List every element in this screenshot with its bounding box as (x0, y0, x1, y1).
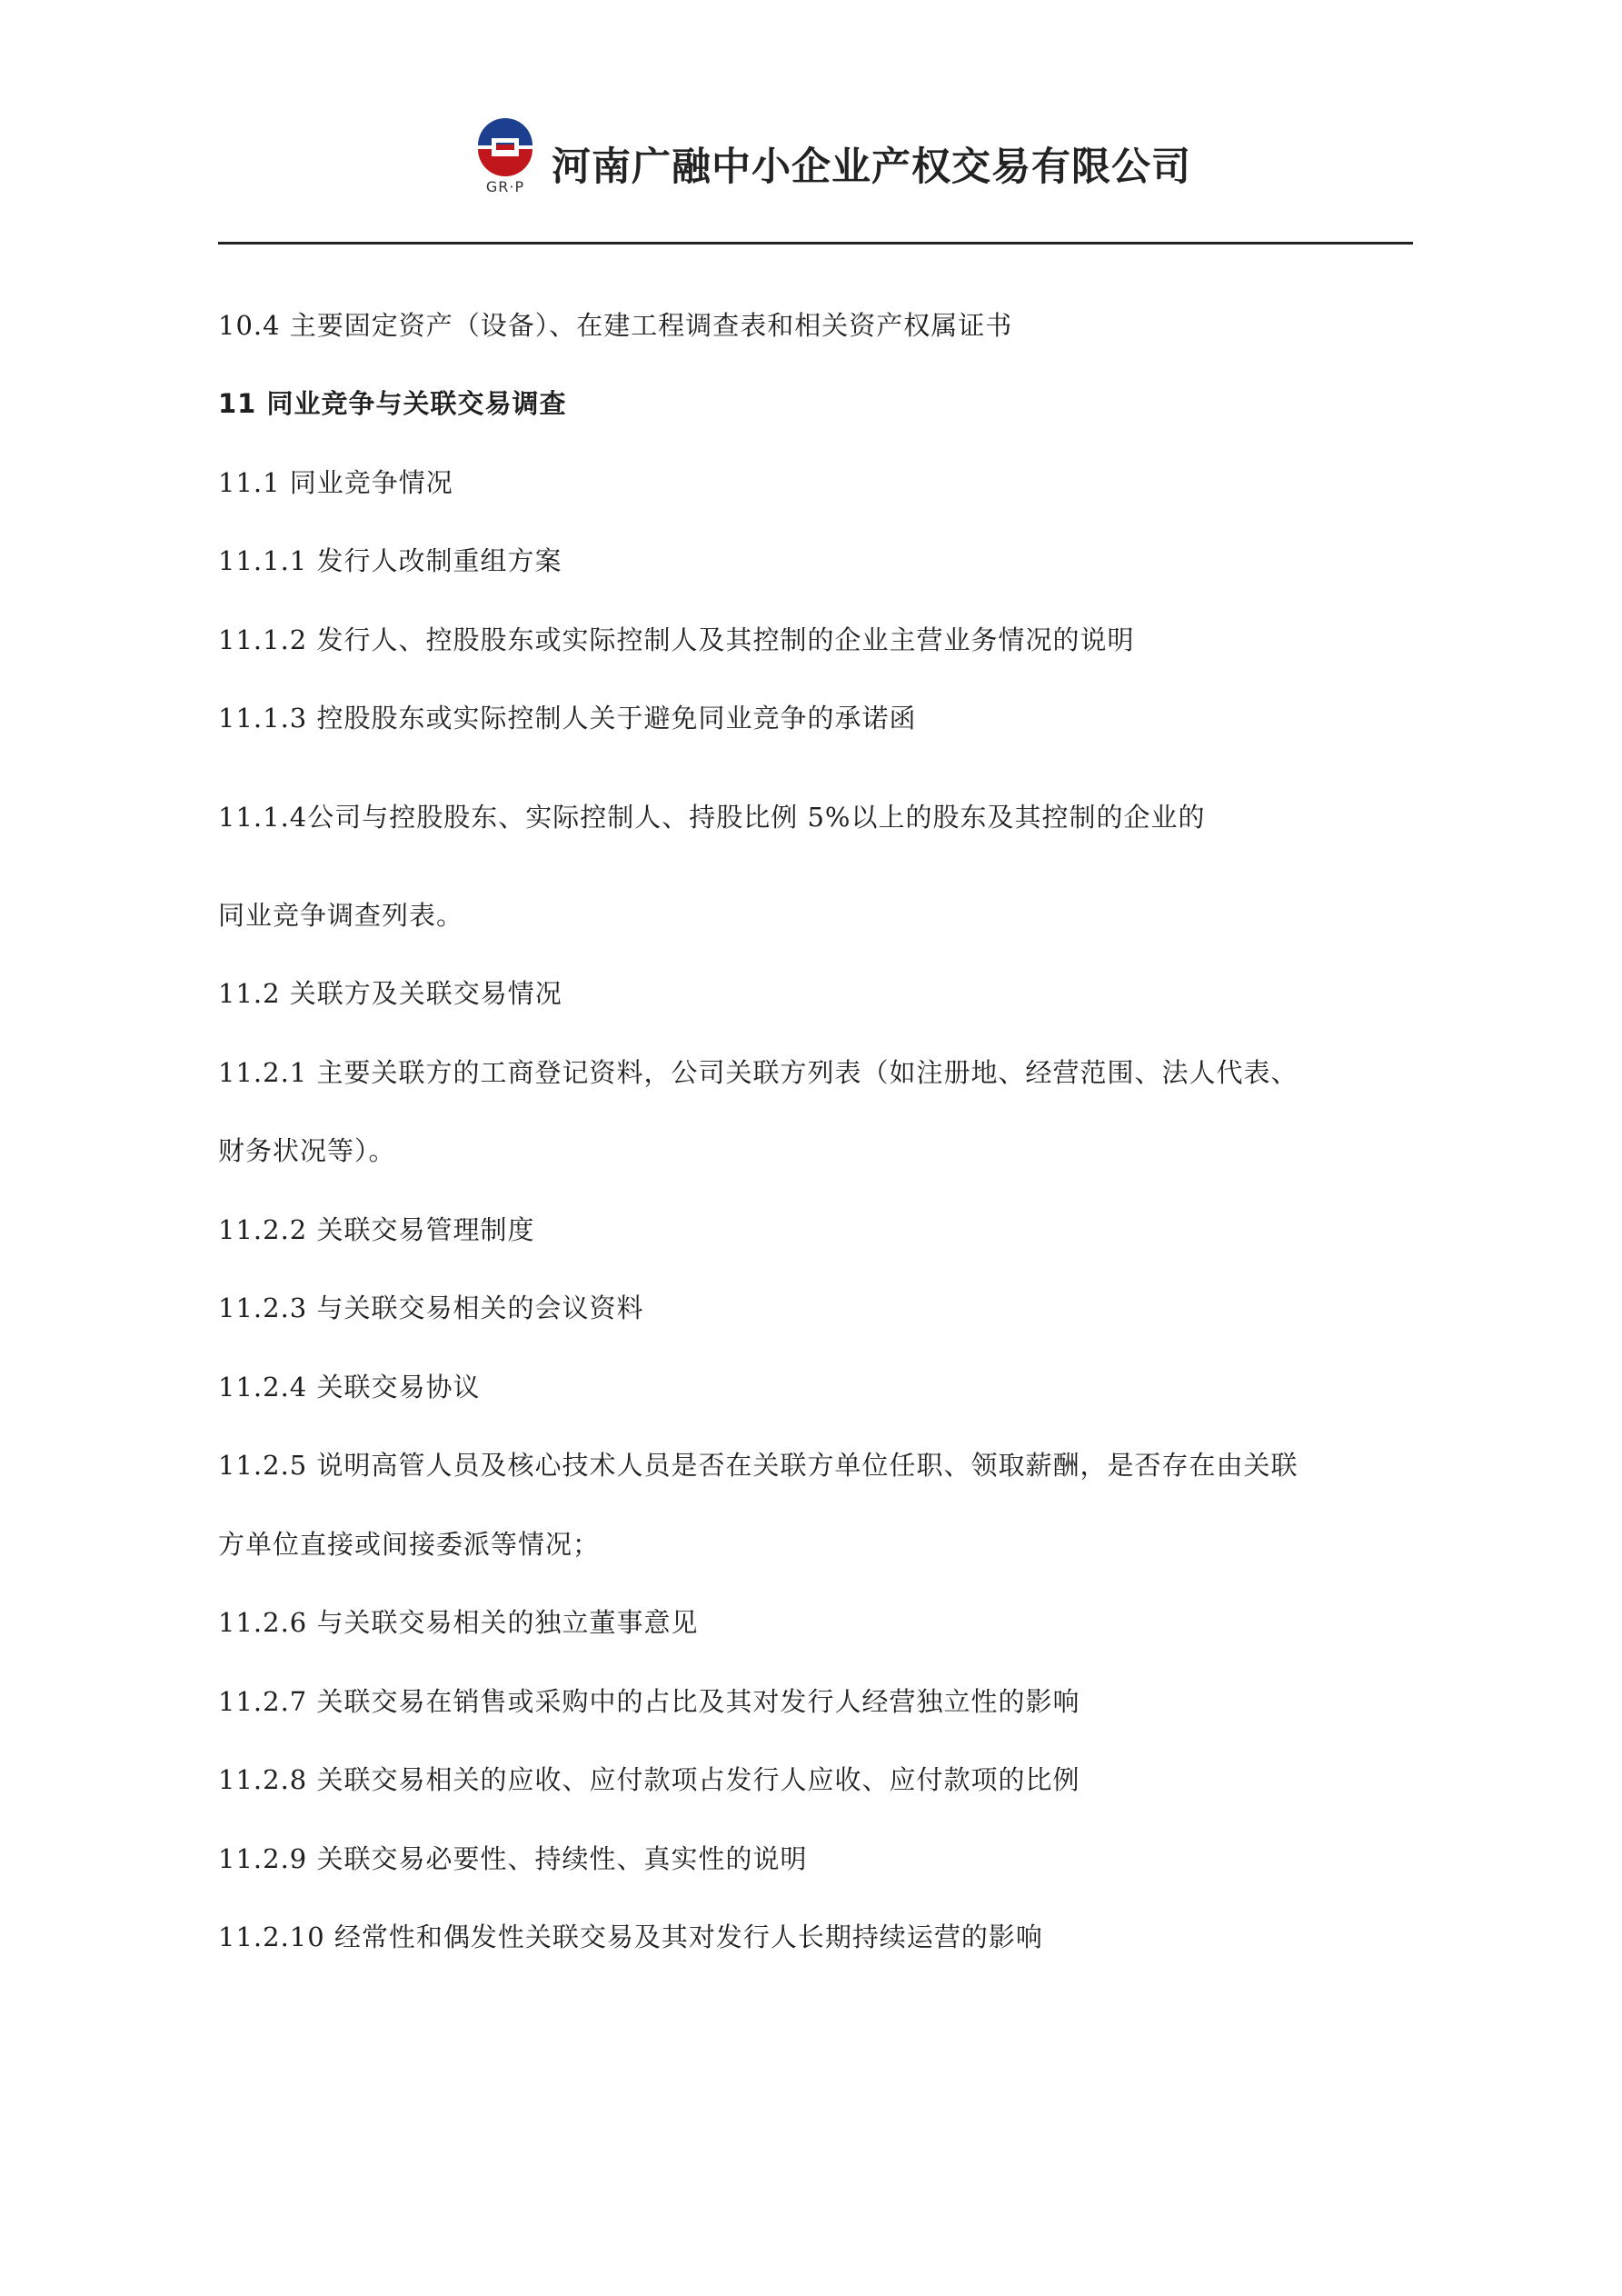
section-11-heading: 11 同业竞争与关联交易调查 (218, 388, 567, 419)
section-11-2-10: 11.2.10 经常性和偶发性关联交易及其对发行人长期持续运营的影响 (218, 1922, 1043, 1952)
section-11-1-4: 11.1.4公司与控股股东、实际控制人、持股比例 5%以上的股东及其控制的企业的 (218, 802, 1206, 833)
section-11-2-1-continued: 财务状况等）。 (218, 1135, 396, 1166)
section-11-2-5-continued: 方单位直接或间接委派等情况； (218, 1529, 601, 1560)
section-11-2-6: 11.2.6 与关联交易相关的独立董事意见 (218, 1607, 699, 1638)
section-11-1: 11.1 同业竞争情况 (218, 467, 453, 498)
section-10-4: 10.4 主要固定资产（设备）、在建工程调查表和相关资产权属证书 (218, 310, 1013, 341)
section-11-2-4: 11.2.4 关联交易协议 (218, 1372, 481, 1403)
section-11-2-2: 11.2.2 关联交易管理制度 (218, 1214, 535, 1245)
section-11-2-5: 11.2.5 说明高管人员及核心技术人员是否在关联方单位任职、领取薪酬，是否存在由关联 (218, 1450, 1299, 1481)
section-11-2-1: 11.2.1 主要关联方的工商登记资料，公司关联方列表（如注册地、经营范围、法人代表、 (218, 1057, 1299, 1088)
section-11-2-9: 11.2.9 关联交易必要性、持续性、真实性的说明 (218, 1843, 808, 1874)
section-11-2: 11.2 关联方及关联交易情况 (218, 978, 562, 1009)
section-11-2-3: 11.2.3 与关联交易相关的会议资料 (218, 1293, 644, 1323)
section-11-2-8: 11.2.8 关联交易相关的应收、应付款项占发行人应收、应付款项的比例 (218, 1764, 1080, 1795)
section-11-1-1: 11.1.1 发行人改制重组方案 (218, 545, 562, 576)
company-logo-icon (476, 118, 534, 176)
section-11-1-3: 11.1.3 控股股东或实际控制人关于避免同业竞争的承诺函 (218, 703, 917, 734)
company-logo (473, 118, 538, 202)
section-11-2-7: 11.2.7 关联交易在销售或采购中的占比及其对发行人经营独立性的影响 (218, 1686, 1080, 1717)
header-divider (218, 242, 1413, 245)
company-name: 河南广融中小企业产权交易有限公司 (552, 145, 1191, 190)
page-header (0, 0, 1622, 244)
logo-caption: GR·P (485, 178, 525, 195)
section-11-1-2: 11.1.2 发行人、控股股东或实际控制人及其控制的企业主营业务情况的说明 (218, 624, 1135, 655)
section-11-1-4-continued: 同业竞争调查列表。 (218, 900, 464, 931)
